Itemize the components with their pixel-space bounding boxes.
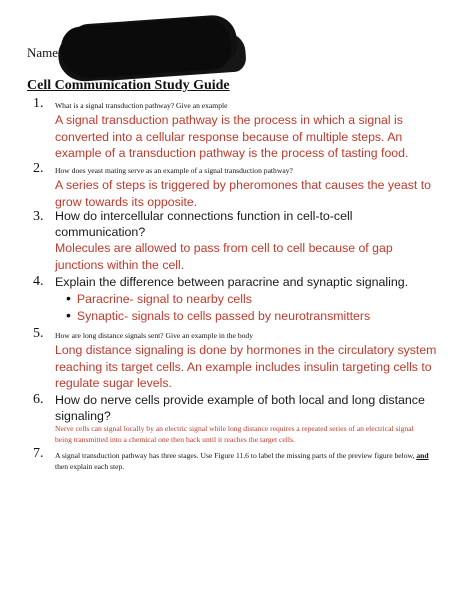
question-4-number: 4. — [33, 274, 44, 289]
bullet-dot: • — [66, 290, 71, 306]
question-5-number: 5. — [33, 326, 44, 341]
question-2-answer: A series of steps is triggered by pheromones that causes the yeast to grow towards its opposite. — [55, 178, 431, 209]
bullet-dot: • — [66, 307, 71, 323]
question-2-text: How does yeast mating serve as an example of a signal transduction pathway? — [55, 166, 293, 175]
name-label: Name: — [27, 45, 62, 60]
question-4-text: Explain the difference between paracrine and synaptic signaling. — [55, 275, 409, 289]
question-2-number: 2. — [33, 161, 44, 176]
question-3-number: 3. — [33, 209, 44, 224]
bullet-text: Paracrine- signal to nearby cells — [76, 292, 252, 306]
question-3-text: How do intercellular connections function in cell-to-cell communication? — [55, 209, 353, 239]
question-6-number: 6. — [33, 392, 44, 407]
question-7-number: 7. — [33, 446, 44, 461]
question-3-answer: Molecules are allowed to pass from cell to cell because of gap junctions within the cell. — [55, 241, 393, 272]
question-1-answer: A signal transduction pathway is the process in which a signal is converted into a cellular response because of multiple steps. An example of a transduction pathway is the process of tasting food. — [55, 113, 409, 160]
question-5-answer: Long distance signaling is done by hormones in the circulatory system reaching its target cells. An example includes insulin targeting cells to regulate sugar levels. — [55, 343, 437, 390]
question-7-text — [55, 450, 435, 472]
question-7-emphasis: and — [416, 451, 429, 460]
question-7-text-part: A signal transduction pathway has three stages. Use Figure 11.6 to label the missing parts of the preview figure below, — [55, 451, 415, 460]
question-1-number: 1. — [33, 96, 44, 111]
question-6-text: How do nerve cells provide example of both local and long distance signaling? — [55, 393, 425, 423]
question-1-text: What is a signal transduction pathway? Give an example — [55, 101, 228, 110]
question-5-text: How are long distance signals sent? Give an example in the body — [55, 331, 254, 340]
question-6-answer: Nerve cells can signal locally by an electric signal while long distance requires a repeated series of an electrical signal being transmitted into a chemical one then back until it reaches the target cells. — [55, 424, 414, 444]
question-7-text-part: then explain each step. — [55, 462, 125, 471]
name-redaction — [59, 16, 232, 80]
question-4-bullet-1 — [66, 290, 252, 306]
page-title: Cell Communication Study Guide — [27, 78, 230, 93]
question-4-bullet-2 — [66, 307, 370, 323]
bullet-text: Synaptic- signals to cells passed by neurotransmitters — [76, 309, 371, 323]
